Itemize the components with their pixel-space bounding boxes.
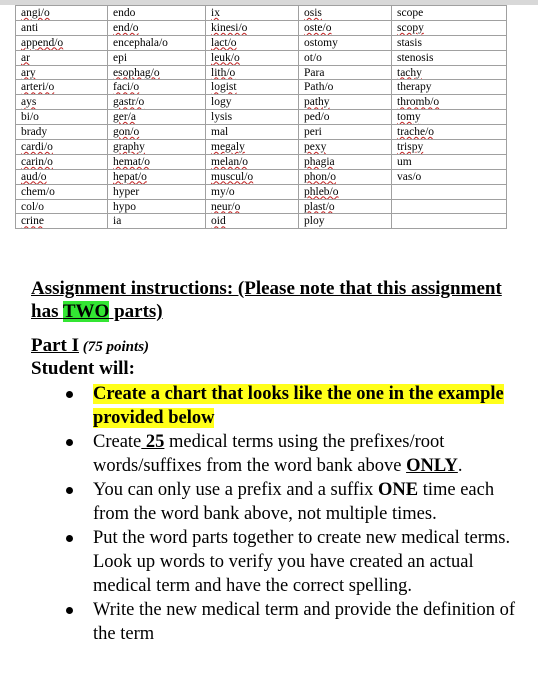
word-part-cell: ia bbox=[108, 214, 206, 229]
word-part-cell: hyper bbox=[108, 184, 206, 199]
word-part-cell: melan/o bbox=[206, 154, 299, 169]
word-part-cell: neur/o bbox=[206, 199, 299, 214]
word-part-cell: lysis bbox=[206, 110, 299, 125]
word-part-cell: faci/o bbox=[108, 80, 206, 95]
word-part-cell: cardi/o bbox=[16, 140, 108, 155]
bullet-text: medical terms using the prefixes/root words/suffixes from the word bank above bbox=[93, 432, 445, 476]
bullet-emphasis-only: ONLY bbox=[406, 456, 458, 476]
word-part-cell: ot/o bbox=[299, 50, 392, 65]
word-part-cell: megaly bbox=[206, 140, 299, 155]
word-part-cell: phleb/o bbox=[299, 184, 392, 199]
bullet-icon bbox=[66, 391, 73, 398]
bullet-text: . bbox=[457, 456, 463, 476]
word-part-cell: anti bbox=[16, 20, 108, 35]
word-part-cell: pexy bbox=[299, 140, 392, 155]
word-part-cell: ary bbox=[16, 65, 108, 80]
word-part-cell: kinesi/o bbox=[206, 20, 299, 35]
list-item bbox=[31, 382, 521, 430]
table-row bbox=[16, 214, 507, 229]
bullet-number-25: 25 bbox=[141, 432, 165, 452]
word-part-cell: vas/o bbox=[392, 169, 507, 184]
table-row bbox=[16, 199, 507, 214]
word-part-cell: lact/o bbox=[206, 35, 299, 50]
word-part-cell: osis bbox=[299, 6, 392, 21]
heading-text: Assignment instructions: (Please note that this assignment has bbox=[31, 278, 502, 322]
word-part-cell: trache/o bbox=[392, 125, 507, 140]
part-points: (75 points) bbox=[79, 339, 150, 355]
table-row bbox=[16, 6, 507, 21]
word-part-cell: carin/o bbox=[16, 154, 108, 169]
word-part-cell: crine bbox=[16, 214, 108, 229]
table-row bbox=[16, 95, 507, 110]
word-part-cell bbox=[392, 214, 507, 229]
table-row bbox=[16, 125, 507, 140]
word-part-cell: logy bbox=[206, 95, 299, 110]
table-row bbox=[16, 154, 507, 169]
table-row bbox=[16, 110, 507, 125]
word-part-cell: end/o bbox=[108, 20, 206, 35]
word-part-cell: lith/o bbox=[206, 65, 299, 80]
word-part-cell: hemat/o bbox=[108, 154, 206, 169]
word-part-cell bbox=[392, 184, 507, 199]
word-part-cell: scope bbox=[392, 6, 507, 21]
word-part-cell: ays bbox=[16, 95, 108, 110]
word-part-cell: bi/o bbox=[16, 110, 108, 125]
word-part-cell: endo bbox=[108, 6, 206, 21]
heading-text-end: parts) bbox=[109, 301, 163, 322]
word-part-cell: tomy bbox=[392, 110, 507, 125]
word-part-cell: phagia bbox=[299, 154, 392, 169]
word-part-cell: pathy bbox=[299, 95, 392, 110]
table-row bbox=[16, 35, 507, 50]
word-part-cell: ar bbox=[16, 50, 108, 65]
word-part-cell: append/o bbox=[16, 35, 108, 50]
word-part-cell: plast/o bbox=[299, 199, 392, 214]
word-part-cell: thromb/o bbox=[392, 95, 507, 110]
word-part-cell: ploy bbox=[299, 214, 392, 229]
word-part-cell: ped/o bbox=[299, 110, 392, 125]
word-part-cell: chem/o bbox=[16, 184, 108, 199]
word-part-cell: peri bbox=[299, 125, 392, 140]
word-part-cell: brady bbox=[16, 125, 108, 140]
part-title: Part I bbox=[31, 335, 80, 356]
word-part-cell: mal bbox=[206, 125, 299, 140]
word-part-cell: ix bbox=[206, 6, 299, 21]
bullet-icon bbox=[66, 607, 73, 614]
word-part-cell: oste/o bbox=[299, 20, 392, 35]
bullet-text: Put the word parts together to create new medical terms. Look up words to verify you have created an actual medical term and have the correct spelling. bbox=[93, 528, 511, 596]
assignment-instructions bbox=[31, 277, 521, 646]
word-part-cell: hepat/o bbox=[108, 169, 206, 184]
word-part-cell: logist bbox=[206, 80, 299, 95]
word-part-cell: gastr/o bbox=[108, 95, 206, 110]
bullet-emphasis-one: ONE bbox=[378, 480, 419, 500]
word-part-cell: phon/o bbox=[299, 169, 392, 184]
word-part-cell: arteri/o bbox=[16, 80, 108, 95]
word-part-cell: leuk/o bbox=[206, 50, 299, 65]
list-item bbox=[31, 526, 521, 598]
word-part-cell: stasis bbox=[392, 35, 507, 50]
table-row bbox=[16, 20, 507, 35]
bullet-text: Create bbox=[93, 432, 142, 452]
list-item bbox=[31, 430, 521, 478]
word-part-cell: esophag/o bbox=[108, 65, 206, 80]
bullet-text: Write the new medical term and provide the definition of the term bbox=[93, 600, 516, 644]
table-row bbox=[16, 50, 507, 65]
table-row bbox=[16, 140, 507, 155]
word-part-cell: ger/a bbox=[108, 110, 206, 125]
word-part-cell: angi/o bbox=[16, 6, 108, 21]
table-row bbox=[16, 184, 507, 199]
word-part-cell: stenosis bbox=[392, 50, 507, 65]
table-row bbox=[16, 169, 507, 184]
word-bank-table bbox=[15, 5, 507, 229]
word-part-cell: muscul/o bbox=[206, 169, 299, 184]
word-part-cell: therapy bbox=[392, 80, 507, 95]
instructions-heading bbox=[31, 277, 521, 323]
table-row bbox=[16, 80, 507, 95]
word-part-cell: ostomy bbox=[299, 35, 392, 50]
bullet-text-highlighted: Create a chart that looks like the one in the example provided below bbox=[93, 384, 504, 428]
word-part-cell: epi bbox=[108, 50, 206, 65]
list-item bbox=[31, 478, 521, 526]
student-will-label: Student will: bbox=[31, 358, 135, 379]
word-part-cell: um bbox=[392, 154, 507, 169]
word-part-cell bbox=[392, 199, 507, 214]
word-part-cell: encephala/o bbox=[108, 35, 206, 50]
bullet-text: time each from the word bank above, not multiple times. bbox=[93, 480, 495, 524]
bullet-text: You can only use a prefix and a suffix bbox=[93, 480, 378, 500]
list-item bbox=[31, 598, 521, 646]
word-part-cell: Para bbox=[299, 65, 392, 80]
word-part-cell: graphy bbox=[108, 140, 206, 155]
heading-highlight-two: TWO bbox=[62, 301, 110, 322]
bullet-icon bbox=[66, 439, 73, 446]
word-part-cell: trispy bbox=[392, 140, 507, 155]
word-part-cell: aud/o bbox=[16, 169, 108, 184]
word-part-cell: Path/o bbox=[299, 80, 392, 95]
word-part-cell: col/o bbox=[16, 199, 108, 214]
part-heading bbox=[31, 335, 521, 358]
word-part-cell: gon/o bbox=[108, 125, 206, 140]
table-row bbox=[16, 65, 507, 80]
word-part-cell: my/o bbox=[206, 184, 299, 199]
instruction-list bbox=[31, 382, 521, 646]
word-part-cell: hypo bbox=[108, 199, 206, 214]
word-part-cell: tachy bbox=[392, 65, 507, 80]
word-part-cell: oid bbox=[206, 214, 299, 229]
word-part-cell: scopy bbox=[392, 20, 507, 35]
bullet-icon bbox=[66, 535, 73, 542]
bullet-icon bbox=[66, 487, 73, 494]
